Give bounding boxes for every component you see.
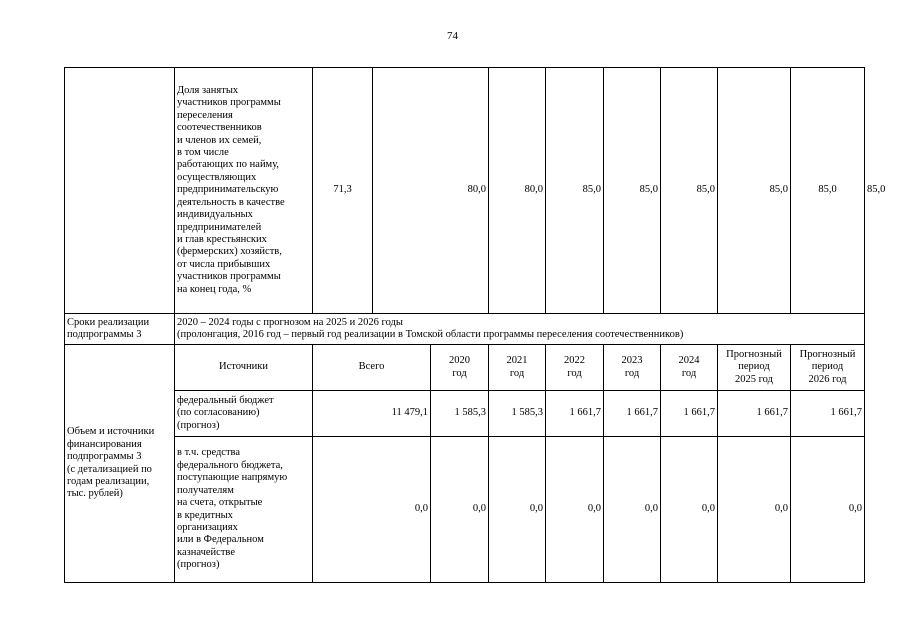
indicator-value-4: 85,0 (546, 68, 604, 314)
header-2026: Прогнозный период 2026 год (791, 345, 865, 391)
indicator-value-2: 80,0 (373, 68, 489, 314)
federal-2022: 1 661,7 (546, 391, 604, 437)
direct-2022: 0,0 (546, 437, 604, 583)
terms-text: 2020 – 2024 годы с прогнозом на 2025 и 2026 годы (пролонгация, 2016 год – первый год реализации в Томской области программы переселения соотечественников) (175, 314, 865, 345)
header-2021: 2021 год (489, 345, 546, 391)
direct-total: 0,0 (313, 437, 431, 583)
federal-2020: 1 585,3 (431, 391, 489, 437)
indicator-value-3: 80,0 (489, 68, 546, 314)
indicator-value-6: 85,0 (661, 68, 718, 314)
terms-row (65, 314, 865, 345)
federal-2024: 1 661,7 (661, 391, 718, 437)
header-sources: Источники (175, 345, 313, 391)
indicator-value-8: 85,0 (791, 68, 865, 314)
direct-2020: 0,0 (431, 437, 489, 583)
header-total: Всего (313, 345, 431, 391)
terms-label: Сроки реализации подпрограммы 3 (65, 314, 175, 345)
federal-2023: 1 661,7 (604, 391, 661, 437)
federal-2026: 1 661,7 (791, 391, 865, 437)
subprogram-passport-table (64, 67, 886, 583)
direct-2023: 0,0 (604, 437, 661, 583)
header-2024: 2024 год (661, 345, 718, 391)
federal-2021: 1 585,3 (489, 391, 546, 437)
header-2023: 2023 год (604, 345, 661, 391)
indicator-value-5: 85,0 (604, 68, 661, 314)
financing-header-row (65, 345, 865, 391)
direct-2025: 0,0 (718, 437, 791, 583)
source-direct-funds: в т.ч. средства федерального бюджета, поступающие напрямую получателям на счета, открытые в кредитных организациях или в Федеральном казначействе (прогноз) (175, 437, 313, 583)
indicator-text: Доля занятых участников программы переселения соотечественников и членов их семей, в том числе работающих по найму, осуществляющих предпринимательскую деятельность в качестве индивидуальных предпринимателей и глав крестьянских (фермерских) хозяйств, от числа прибывших участников программы на конец года, % (175, 68, 313, 314)
header-2025: Прогнозный период 2025 год (718, 345, 791, 391)
federal-total: 11 479,1 (313, 391, 431, 437)
direct-2021: 0,0 (489, 437, 546, 583)
financing-label: Объем и источники финансирования подпрограммы 3 (с детализацией по годам реализации, тыс. рублей) (65, 345, 175, 583)
indicator-row: Доля занятых участников программы переселения соотечественников и членов их семей, в том числе работающих по найму, осуществляющих предпринимательскую деятельность в качестве индивидуальных предпринимателей и глав крестьянских (фермерских) хозяйств, от числа прибывших участников программы на конец года, % 71,3 80,0 80,0 85,0 85,0 85,0 85,0 85,0 85,0 (65, 68, 865, 314)
source-federal-budget: федеральный бюджет (по согласованию) (прогноз) (175, 391, 313, 437)
page-number: 74 (447, 30, 458, 42)
federal-budget-row (65, 391, 865, 437)
direct-2024: 0,0 (661, 437, 718, 583)
header-2020: 2020 год (431, 345, 489, 391)
direct-funds-row (65, 437, 865, 583)
indicator-value-7: 85,0 (718, 68, 791, 314)
federal-2025: 1 661,7 (718, 391, 791, 437)
direct-2026: 0,0 (791, 437, 865, 583)
header-2022: 2022 год (546, 345, 604, 391)
indicator-section-cell (65, 68, 175, 314)
indicator-value-1: 71,3 (313, 68, 373, 314)
